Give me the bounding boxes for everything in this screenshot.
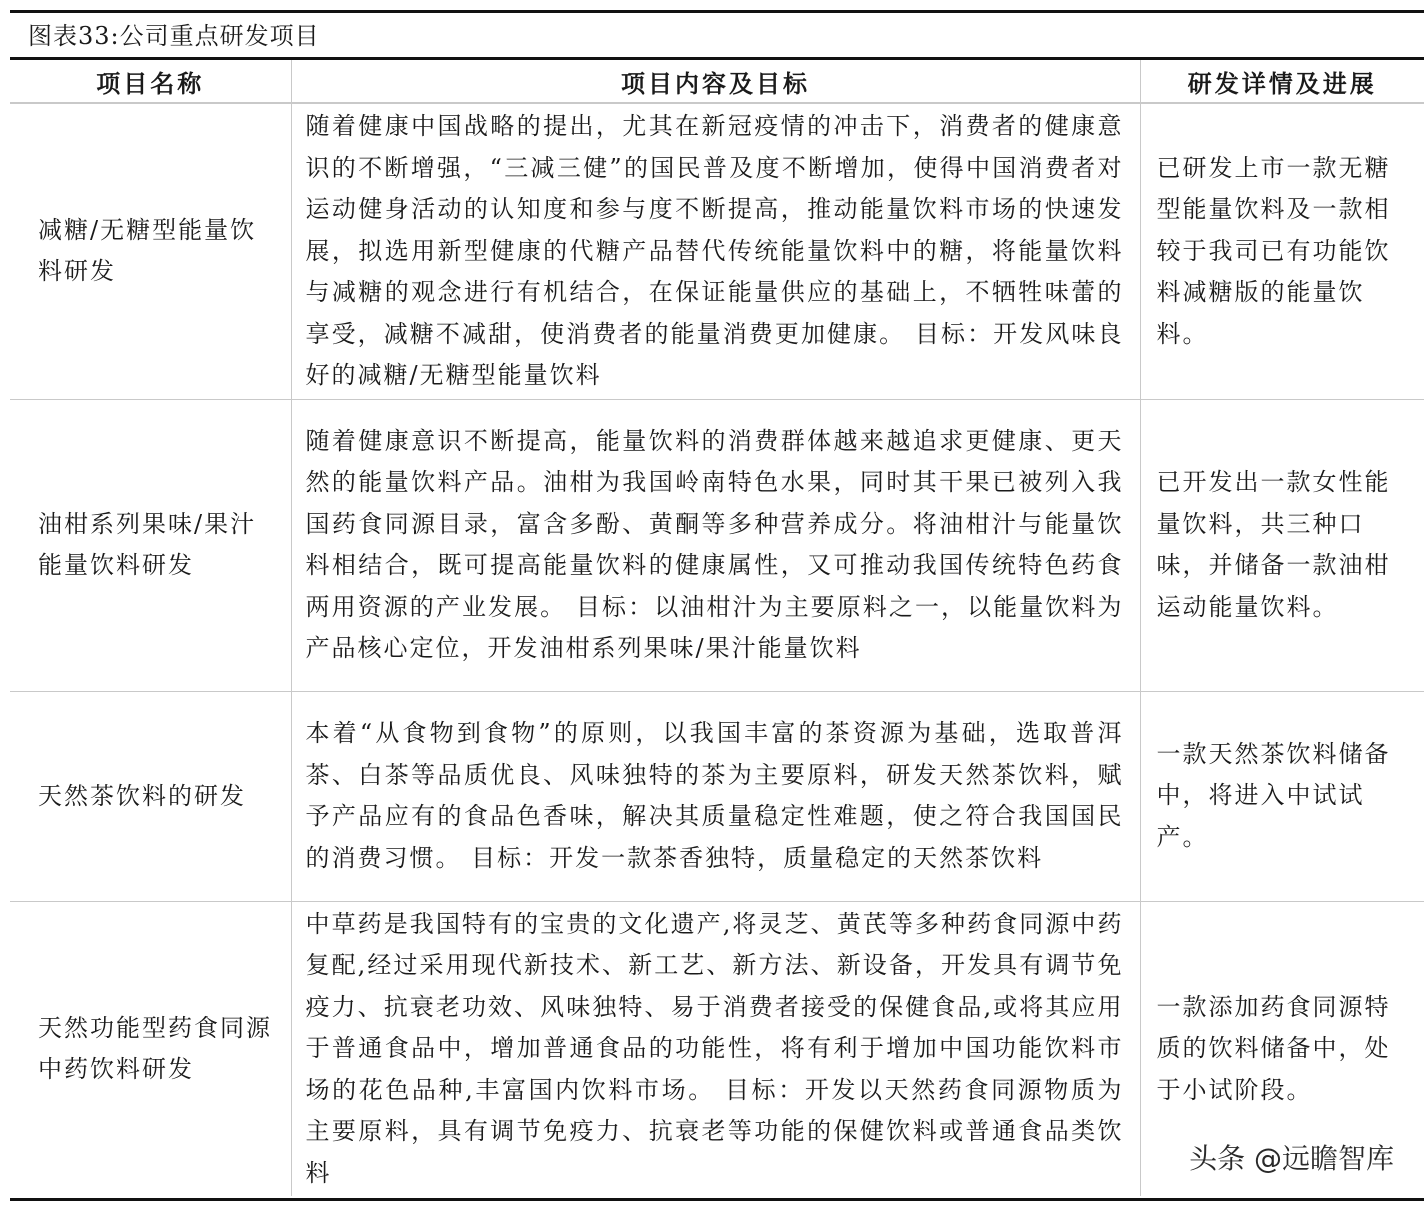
project-progress-cell: 已开发出一款女性能量饮料，共三种口味，并储备一款油柑运动能量饮料。 <box>1140 399 1424 691</box>
table-row <box>10 399 1424 691</box>
table-row <box>10 103 1424 399</box>
table-row <box>10 691 1424 901</box>
table-caption: 图表33:公司重点研发项目 <box>28 22 320 50</box>
source-watermark: 头条 @远瞻智库 <box>1183 1138 1400 1180</box>
project-content-cell: 本着“从食物到食物”的原则，以我国丰富的茶资源为基础，选取普洱茶、白茶等品质优良、风味独特的茶为主要原料，研发天然茶饮料，赋予产品应有的食品色香味，解决其质量稳定性难题，使之符合我国国民的消费习惯。 目标：开发一款茶香独特，质量稳定的天然茶饮料 <box>291 691 1140 901</box>
project-content-cell: 中草药是我国特有的宝贵的文化遗产,将灵芝、黄芪等多种药食同源中药复配,经过采用现代新技术、新工艺、新方法、新设备，开发具有调节免疫力、抗衰老功效、风味独特、易于消费者接受的保健食品,或将其应用于普通食品中，增加普通食品的功能性，将有利于增加中国功能饮料市场的花色品种,丰富国内饮料市场。 目标：开发以天然药食同源物质为主要原料，具有调节免疫力、抗衰老等功能的保健饮料或普通食品类饮料 <box>291 901 1140 1196</box>
project-name-cell: 天然功能型药食同源中药饮料研发 <box>10 901 291 1196</box>
header-project-name: 项目名称 <box>10 60 291 103</box>
project-progress-cell: 一款天然茶饮料储备中，将进入中试试产。 <box>1140 691 1424 901</box>
project-progress-cell: 一款添加药食同源特质的饮料储备中，处于小试阶段。 <box>1140 901 1424 1196</box>
top-rule <box>10 10 1424 13</box>
bottom-rule <box>10 1198 1424 1201</box>
rd-projects-table <box>10 60 1424 1196</box>
header-project-progress: 研发详情及进展 <box>1140 60 1424 103</box>
header-project-content: 项目内容及目标 <box>291 60 1140 103</box>
table-header-row <box>10 60 1424 103</box>
project-name-cell: 减糖/无糖型能量饮料研发 <box>10 103 291 399</box>
project-name-cell: 油柑系列果味/果汁能量饮料研发 <box>10 399 291 691</box>
project-content-cell: 随着健康意识不断提高，能量饮料的消费群体越来越追求更健康、更天然的能量饮料产品。油柑为我国岭南特色水果，同时其干果已被列入我国药食同源目录，富含多酚、黄酮等多种营养成分。将油柑汁与能量饮料相结合，既可提高能量饮料的健康属性，又可推动我国传统特色药食两用资源的产业发展。 目标：以油柑汁为主要原料之一，以能量饮料为产品核心定位，开发油柑系列果味/果汁能量饮料 <box>291 399 1140 691</box>
project-content-cell: 随着健康中国战略的提出，尤其在新冠疫情的冲击下，消费者的健康意识的不断增强，“三减三健”的国民普及度不断增加，使得中国消费者对运动健身活动的认知度和参与度不断提高，推动能量饮料市场的快速发展，拟选用新型健康的代糖产品替代传统能量饮料中的糖，将能量饮料与减糖的观念进行有机结合，在保证能量供应的基础上，不牺牲味蕾的享受，减糖不减甜，使消费者的能量消费更加健康。 目标：开发风味良好的减糖/无糖型能量饮料 <box>291 103 1140 399</box>
project-name-cell: 天然茶饮料的研发 <box>10 691 291 901</box>
project-progress-cell: 已研发上市一款无糖型能量饮料及一款相较于我司已有功能饮料减糖版的能量饮料。 <box>1140 103 1424 399</box>
